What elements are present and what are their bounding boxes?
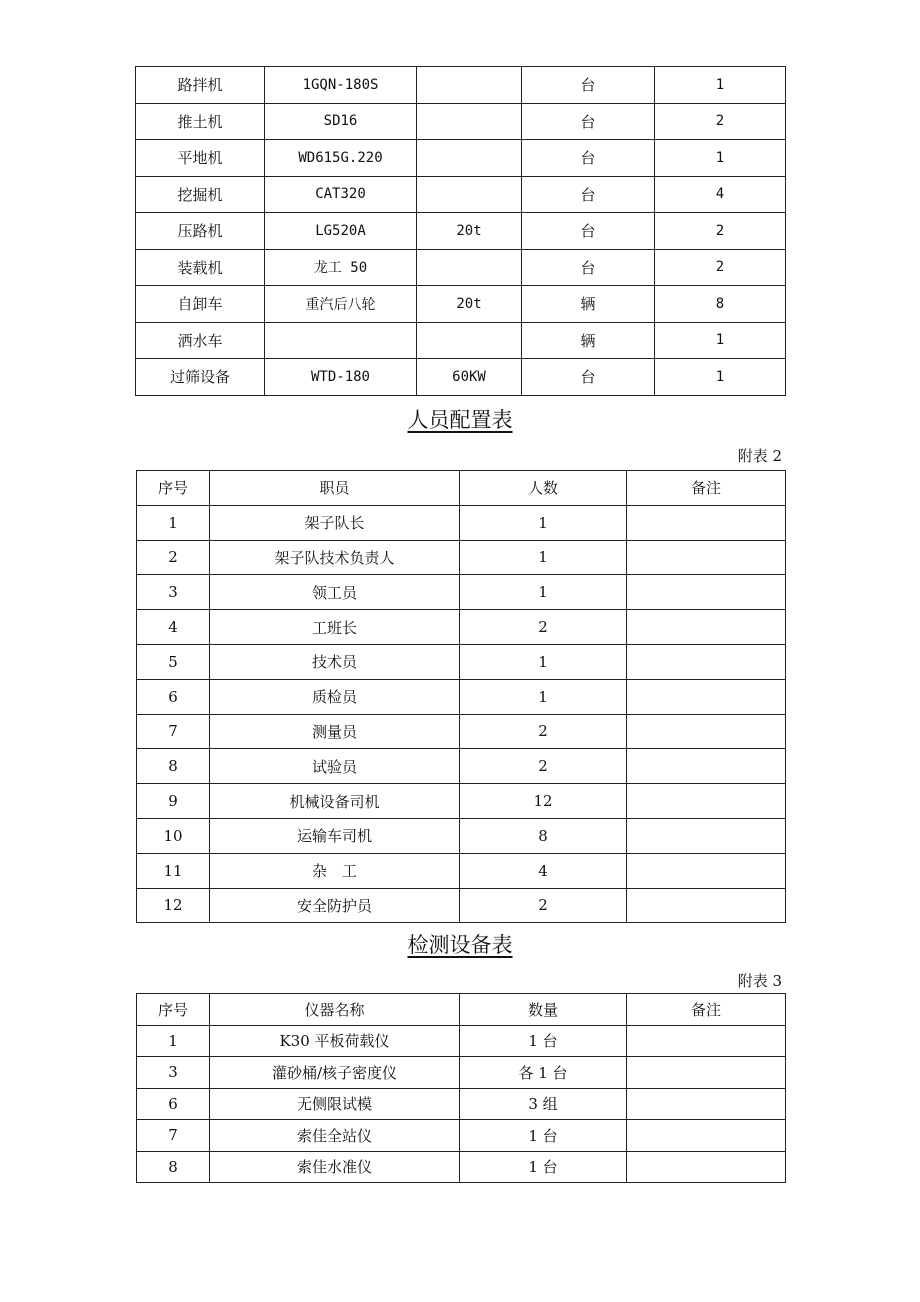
staff-remark-cell [627,818,786,853]
table-row [137,853,786,888]
table-row [137,1057,786,1089]
staff-position-cell: 测量员 [210,714,460,749]
header-instrument-name: 仪器名称 [210,994,460,1026]
equipment-spec-cell [417,176,522,213]
staff-seq-cell: 2 [137,540,210,575]
table-row [137,714,786,749]
staff-position-cell: 领工员 [210,575,460,610]
equipment-model-cell [265,322,417,359]
equipment-qty-cell: 4 [655,176,786,213]
staff-seq-cell: 8 [137,749,210,784]
table-row [137,749,786,784]
staff-count-cell: 1 [460,505,627,540]
staff-remark-cell [627,610,786,645]
instrument-table-body [137,1025,786,1183]
equipment-qty-cell: 2 [655,103,786,140]
equipment-unit-cell: 台 [522,140,655,177]
instrument-name-cell: 索佳水准仪 [210,1151,460,1183]
staff-seq-cell: 6 [137,679,210,714]
staff-remark-cell [627,644,786,679]
table-row [137,540,786,575]
staff-count-cell: 2 [460,888,627,923]
instrument-table-title [0,929,920,959]
equipment-model-cell: WD615G.220 [265,140,417,177]
instrument-table-title-text: 检测设备表 [407,933,513,957]
staff-remark-cell [627,714,786,749]
table-row [137,679,786,714]
instrument-seq-cell: 1 [137,1025,210,1057]
table-row [136,359,786,396]
equipment-model-cell: 重汽后八轮 [265,286,417,323]
table-row [136,213,786,250]
instrument-name-cell: 灌砂桶/核子密度仪 [210,1057,460,1089]
staff-count-cell: 2 [460,610,627,645]
staff-table-header-row [137,471,786,506]
equipment-spec-cell: 60KW [417,359,522,396]
staff-count-cell: 2 [460,749,627,784]
staff-seq-cell: 1 [137,505,210,540]
equipment-unit-cell: 台 [522,67,655,104]
instrument-name-cell: K30 平板荷载仪 [210,1025,460,1057]
equipment-qty-cell: 1 [655,140,786,177]
equipment-unit-cell: 台 [522,103,655,140]
staff-count-cell: 1 [460,540,627,575]
table-row [137,1120,786,1152]
equipment-name-cell: 洒水车 [136,322,265,359]
staff-seq-cell: 11 [137,853,210,888]
instrument-seq-cell: 7 [137,1120,210,1152]
staff-remark-cell [627,679,786,714]
equipment-qty-cell: 1 [655,67,786,104]
table-row [136,67,786,104]
staff-position-cell: 运输车司机 [210,818,460,853]
equipment-unit-cell: 辆 [522,322,655,359]
equipment-spec-cell [417,140,522,177]
staff-seq-cell: 10 [137,818,210,853]
equipment-name-cell: 压路机 [136,213,265,250]
equipment-model-cell: 1GQN-180S [265,67,417,104]
staff-remark-cell [627,505,786,540]
header-qty: 数量 [460,994,627,1026]
equipment-model-cell: 龙工 50 [265,249,417,286]
equipment-model-cell: LG520A [265,213,417,250]
equipment-qty-cell: 1 [655,359,786,396]
equipment-name-cell: 路拌机 [136,67,265,104]
table-row [137,575,786,610]
equipment-unit-cell: 台 [522,213,655,250]
table-row [136,322,786,359]
instrument-seq-cell: 6 [137,1088,210,1120]
staff-count-cell: 1 [460,575,627,610]
staff-table [136,470,786,923]
staff-position-cell: 机械设备司机 [210,784,460,819]
instrument-remark-cell [627,1057,786,1089]
equipment-spec-cell [417,67,522,104]
equipment-spec-cell: 20t [417,286,522,323]
instrument-remark-cell [627,1120,786,1152]
equipment-unit-cell: 台 [522,176,655,213]
table-row [136,249,786,286]
table-row [136,103,786,140]
header-seq: 序号 [137,471,210,506]
staff-count-cell: 4 [460,853,627,888]
staff-position-cell: 杂 工 [210,853,460,888]
instrument-table-header-row [137,994,786,1026]
staff-position-cell: 试验员 [210,749,460,784]
staff-table-title [0,404,920,434]
equipment-unit-cell: 辆 [522,286,655,323]
instrument-remark-cell [627,1151,786,1183]
staff-remark-cell [627,575,786,610]
staff-table-body [137,505,786,923]
table-row [137,888,786,923]
equipment-name-cell: 挖掘机 [136,176,265,213]
equipment-model-cell: WTD-180 [265,359,417,396]
staff-count-cell: 12 [460,784,627,819]
table-row [136,140,786,177]
equipment-qty-cell: 2 [655,213,786,250]
equipment-name-cell: 自卸车 [136,286,265,323]
staff-seq-cell: 7 [137,714,210,749]
equipment-table [135,66,786,396]
table-row [137,610,786,645]
equipment-spec-cell [417,249,522,286]
equipment-name-cell: 平地机 [136,140,265,177]
staff-position-cell: 架子队长 [210,505,460,540]
header-count: 人数 [460,471,627,506]
staff-appendix-label: 附表 2 [737,447,782,465]
instrument-qty-cell: 1 台 [460,1120,627,1152]
instrument-seq-cell: 8 [137,1151,210,1183]
header-position: 职员 [210,471,460,506]
table-row [137,784,786,819]
instrument-seq-cell: 3 [137,1057,210,1089]
staff-remark-cell [627,784,786,819]
instrument-name-cell: 索佳全站仪 [210,1120,460,1152]
staff-remark-cell [627,749,786,784]
instrument-remark-cell [627,1025,786,1057]
instrument-qty-cell: 1 台 [460,1151,627,1183]
staff-table-title-text: 人员配置表 [407,408,513,432]
instrument-qty-cell: 各 1 台 [460,1057,627,1089]
staff-position-cell: 安全防护员 [210,888,460,923]
equipment-unit-cell: 台 [522,249,655,286]
equipment-spec-cell [417,103,522,140]
equipment-model-cell: SD16 [265,103,417,140]
table-row [137,1088,786,1120]
header-seq: 序号 [137,994,210,1026]
staff-count-cell: 2 [460,714,627,749]
instrument-appendix-label: 附表 3 [737,972,782,990]
equipment-name-cell: 推土机 [136,103,265,140]
instrument-name-cell: 无侧限试模 [210,1088,460,1120]
equipment-spec-cell: 20t [417,213,522,250]
staff-remark-cell [627,888,786,923]
header-remark: 备注 [627,994,786,1026]
equipment-name-cell: 装载机 [136,249,265,286]
table-row [137,818,786,853]
staff-count-cell: 1 [460,644,627,679]
equipment-qty-cell: 8 [655,286,786,323]
instrument-table [136,993,786,1183]
staff-position-cell: 质检员 [210,679,460,714]
staff-count-cell: 8 [460,818,627,853]
staff-count-cell: 1 [460,679,627,714]
equipment-model-cell: CAT320 [265,176,417,213]
table-row [137,505,786,540]
staff-remark-cell [627,540,786,575]
equipment-spec-cell [417,322,522,359]
staff-seq-cell: 12 [137,888,210,923]
table-row [136,176,786,213]
staff-seq-cell: 4 [137,610,210,645]
equipment-qty-cell: 1 [655,322,786,359]
staff-position-cell: 技术员 [210,644,460,679]
staff-seq-cell: 9 [137,784,210,819]
instrument-qty-cell: 1 台 [460,1025,627,1057]
instrument-remark-cell [627,1088,786,1120]
equipment-name-cell: 过筛设备 [136,359,265,396]
table-row [137,1025,786,1057]
equipment-table-body [136,67,786,396]
table-row [137,644,786,679]
staff-seq-cell: 3 [137,575,210,610]
equipment-unit-cell: 台 [522,359,655,396]
staff-position-cell: 工班长 [210,610,460,645]
table-row [136,286,786,323]
header-remark: 备注 [627,471,786,506]
staff-seq-cell: 5 [137,644,210,679]
instrument-qty-cell: 3 组 [460,1088,627,1120]
equipment-qty-cell: 2 [655,249,786,286]
staff-remark-cell [627,853,786,888]
staff-position-cell: 架子队技术负责人 [210,540,460,575]
table-row [137,1151,786,1183]
